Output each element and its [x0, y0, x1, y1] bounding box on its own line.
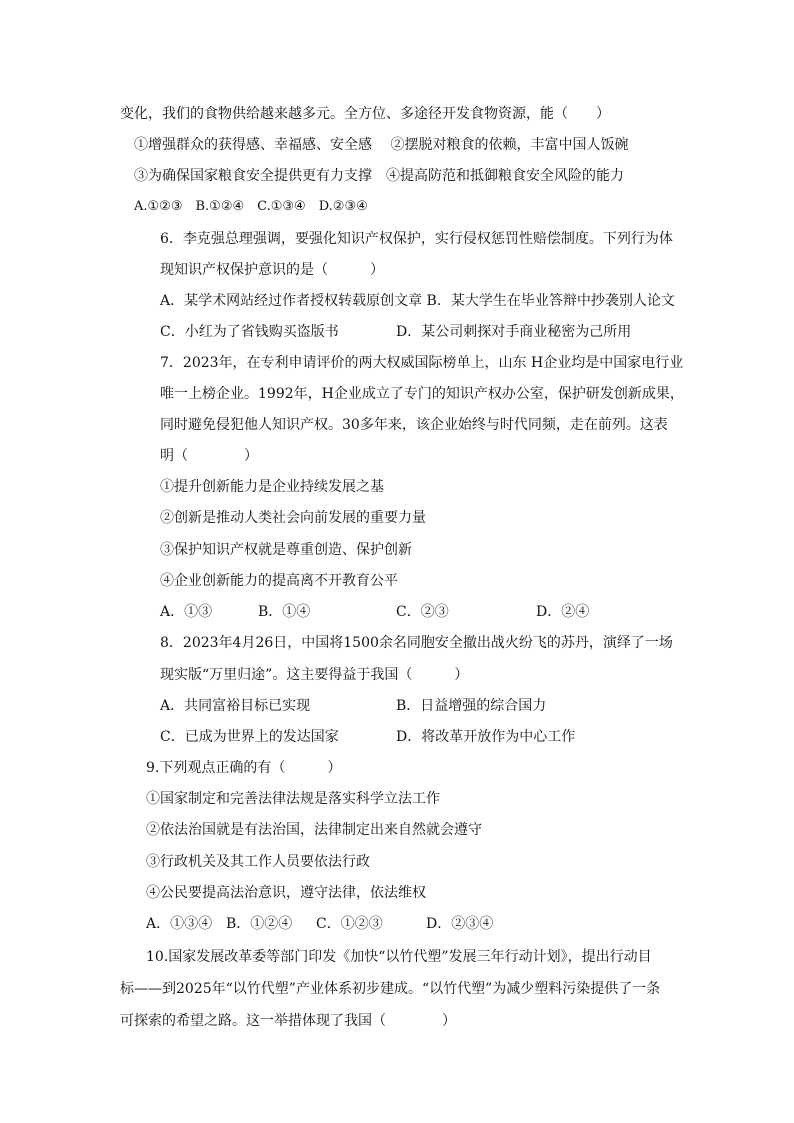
- q9-item-3: ③行政机关及其工作人员要依法行政: [146, 854, 370, 870]
- q7-item-1: ①提升创新能力是企业持续发展之基: [160, 479, 384, 495]
- q9-option-c: C．①②③: [316, 916, 383, 932]
- q7-item-4: ④企业创新能力的提高离不开教育公平: [160, 573, 398, 589]
- q8-option-c: C．已成为世界上的发达国家: [160, 729, 339, 745]
- q7-stem-line-2: 唯一上榜企业。1992年，H企业成立了专门的知识产权办公室，保护研发创新成果，: [160, 386, 684, 402]
- q7-option-b: B．①④: [258, 604, 311, 620]
- q6-stem-line-2: 现知识产权保护意识的是（ ）: [160, 262, 384, 278]
- q10-stem-line-1: 10.国家发展改革委等部门印发《加快“以竹代塑”发展三年行动计划》，提出行动目: [146, 949, 652, 965]
- q8-option-a: A．共同富裕目标已实现: [160, 698, 311, 714]
- q9-option-a: A．①③④: [146, 916, 213, 932]
- q8-option-b: B．日益增强的综合国力: [396, 698, 547, 714]
- q6-option-a-b: A．某学术网站经过作者授权转载原创文章 B．某大学生在毕业答辩中抄袭别人论文: [160, 293, 675, 309]
- q9-item-4: ④公民要提高法治意识，遵守法律，依法维权: [146, 885, 426, 901]
- q7-item-3: ③保护知识产权就是尊重创造、保护创新: [160, 542, 412, 558]
- q7-stem-line-1: 7．2023年，在专利申请评价的两大权威国际榜单上，山东 H企业均是中国家电行业: [160, 355, 684, 371]
- q5-options: A.①②③ B.①②④ C.①③④ D.②③④: [134, 199, 368, 214]
- q5-stem-tail: 变化，我们的食物供给越来越多元。全方位、多途径开发食物资源，能（ ）: [120, 106, 610, 122]
- q7-stem-line-4: 明（ ）: [160, 448, 258, 464]
- q7-option-d: D．②④: [536, 604, 590, 620]
- q6-option-d: D．某公司刺探对手商业秘密为己所用: [396, 324, 632, 340]
- q6-stem-line-1: 6．李克强总理强调，要强化知识产权保护，实行侵权惩罚性赔偿制度。下列行为体: [160, 231, 673, 247]
- q5-items-1-2: ①增强群众的获得感、幸福感、安全感 ②摆脱对粮食的依赖，丰富中国人饭碗: [134, 137, 629, 153]
- q7-option-a: A．①③: [160, 604, 213, 620]
- q7-stem-line-3: 同时避免侵犯他人知识产权。30多年来，该企业始终与时代同频，走在前列。这表: [160, 417, 668, 433]
- q9-stem: 9.下列观点正确的有（ ）: [146, 760, 342, 776]
- q6-option-c: C．小红为了省钱购买盗版书: [160, 324, 339, 340]
- q9-option-d: D．②③④: [426, 916, 494, 932]
- q5-items-3-4: ③为确保国家粮食安全提供更有力支撑 ④提高防范和抵御粮食安全风险的能力: [134, 168, 624, 184]
- q8-stem-line-2: 现实版“万里归途”。这主要得益于我国（ ）: [160, 667, 469, 683]
- q10-stem-line-2: 标——到2025年“以竹代塑”产业体系初步建成。“以竹代塑”为减少塑料污染提供了一条: [120, 981, 661, 997]
- q9-item-1: ①国家制定和完善法律法规是落实科学立法工作: [146, 791, 440, 807]
- q8-stem-line-1: 8．2023年4月26日，中国将1500余名同胞安全撤出战火纷飞的苏丹，演绎了一场: [160, 635, 673, 651]
- q7-item-2: ②创新是推动人类社会向前发展的重要力量: [160, 510, 426, 526]
- q9-option-b: B．①②④: [226, 916, 293, 932]
- q10-stem-line-3: 可探索的希望之路。这一举措体现了我国（ ）: [120, 1013, 456, 1029]
- q9-item-2: ②依法治国就是有法治国，法律制定出来自然就会遵守: [146, 822, 482, 838]
- q8-option-d: D．将改革开放作为中心工作: [396, 729, 576, 745]
- q7-option-c: C．②③: [396, 604, 449, 620]
